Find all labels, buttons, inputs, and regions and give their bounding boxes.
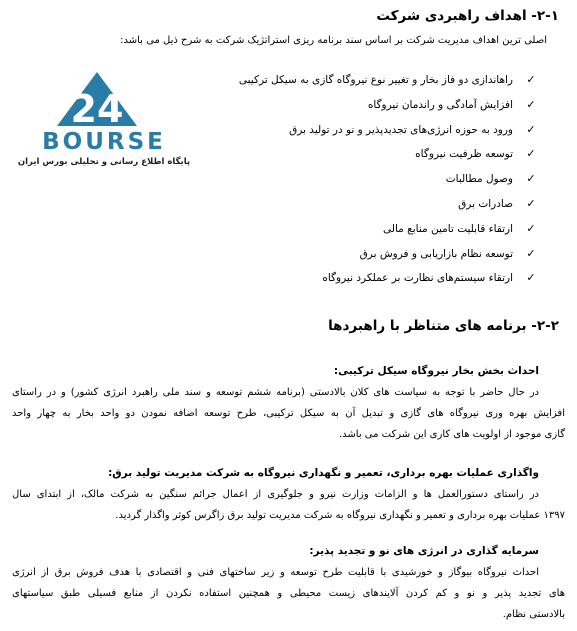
subheading-steam-section: احداث بخش بخار نیروگاه سیکل ترکیبی: (333, 365, 539, 377)
intro-text: اصلی ترین اهداف مدیریت شرکت بر اساس سند برنامه ریزی استراتژیک شرکت به شرح ذیل می باشد: (120, 35, 547, 46)
strategic-goals-list (239, 68, 537, 291)
logo-word: BOURSE (42, 129, 166, 155)
checkmark-icon: ✓ (526, 122, 536, 136)
paragraph-line: بالادستی نظام. (502, 609, 565, 620)
paragraph-line: افزایش بهره وری نیروگاه های گازی و تبدیل آن به سیکل ترکیبی، طرح توسعه اضافه نمودن دو واحد بخار به چهار واحد (12, 408, 565, 419)
paragraph-steam-section (12, 382, 565, 445)
logo-number: 24 (70, 87, 124, 131)
checkmark-icon: ✓ (526, 196, 536, 210)
list-item: ✓ ارتقاء سیستم‌های نظارت بر عملکرد نیروگاه (239, 266, 537, 291)
list-item: ✓ صادرات برق (239, 192, 537, 217)
checkmark-icon: ✓ (526, 147, 536, 161)
list-item: ✓ افزایش آمادگی و راندمان نیروگاه (239, 93, 537, 118)
checkmark-icon: ✓ (526, 73, 536, 86)
paragraph-line: در راستای دستورالعمل ها و الزامات وزارت نیرو و جلوگیری از اعمال جرائم سنگین به شرکت مالک، از ابتدای سال (12, 489, 539, 500)
subheading-operation-handover: واگذاری عملیات بهره برداری، تعمیر و نگهداری نیروگاه به شرکت مدیریت تولید برق: (108, 467, 539, 479)
paragraph-line: ۱۳۹۷ عملیات بهره برداری و تعمیر و نگهداری نیروگاه به شرکت مدیریت تولید برق زاگرس کوثر واگذار گردید. (115, 510, 565, 521)
checkmark-icon: ✓ (526, 271, 536, 285)
paragraph-line: های تجدید پذیر و نو و کم کردن آلایندهای زیست محیطی و همچنین استفاده نکردن از منابع فسیلی طبق سیاستهای (12, 588, 565, 599)
paragraph-line: احداث نیروگاه بیوگاز و خورشیدی با قابلیت طرح توسعه و زیر ساختهای فنی و اقتصادی با هدف فروش برق از انرژی (12, 567, 539, 578)
section-heading-programs: ۲-۲- برنامه های متناظر با راهبردها (328, 318, 559, 334)
list-item: ✓ وصول مطالبات (239, 167, 537, 192)
list-item: ✓ توسعه ظرفیت نیروگاه (239, 142, 537, 167)
paragraph-line: گازی موجود از اولویت های کاری این شرکت می باشد. (338, 429, 565, 440)
bourse24-logo (17, 70, 191, 170)
bourse24-logo-graphic (17, 70, 191, 170)
subheading-renewable-investment: سرمایه گذاری در انرژی های نو و تجدید پذیر: (309, 545, 539, 557)
list-item: ✓ توسعه نظام بازاریابی و فروش برق (239, 242, 537, 267)
paragraph-operation-handover (12, 484, 565, 526)
section-heading-strategic-goals: ۲-۱- اهداف راهبردی شرکت (376, 8, 559, 24)
checkmark-icon: ✓ (526, 221, 536, 235)
checkmark-icon: ✓ (526, 246, 536, 260)
checkmark-icon: ✓ (526, 97, 536, 111)
paragraph-line: در حال حاضر با توجه به سیاست های کلان بالادستی (برنامه ششم توسعه و سند ملی راهبرد انرژی کشور) و در راستای (12, 387, 539, 398)
list-item: ✓ ارتقاء قابلیت تامین منابع مالی (239, 217, 537, 242)
checkmark-icon: ✓ (526, 172, 536, 186)
paragraph-renewable-investment (12, 562, 565, 625)
logo-caption: پایگاه اطلاع رسانی و تحلیلی بورس ایران (17, 157, 191, 167)
list-item: ✓ راهاندازی دو فاز بخار و تغییر نوع نیروگاه گازی به سیکل ترکیبی (239, 68, 537, 93)
list-item: ✓ ورود به حوزه انرژی‌های تجدیدپذیر و نو در تولید برق (239, 118, 537, 143)
